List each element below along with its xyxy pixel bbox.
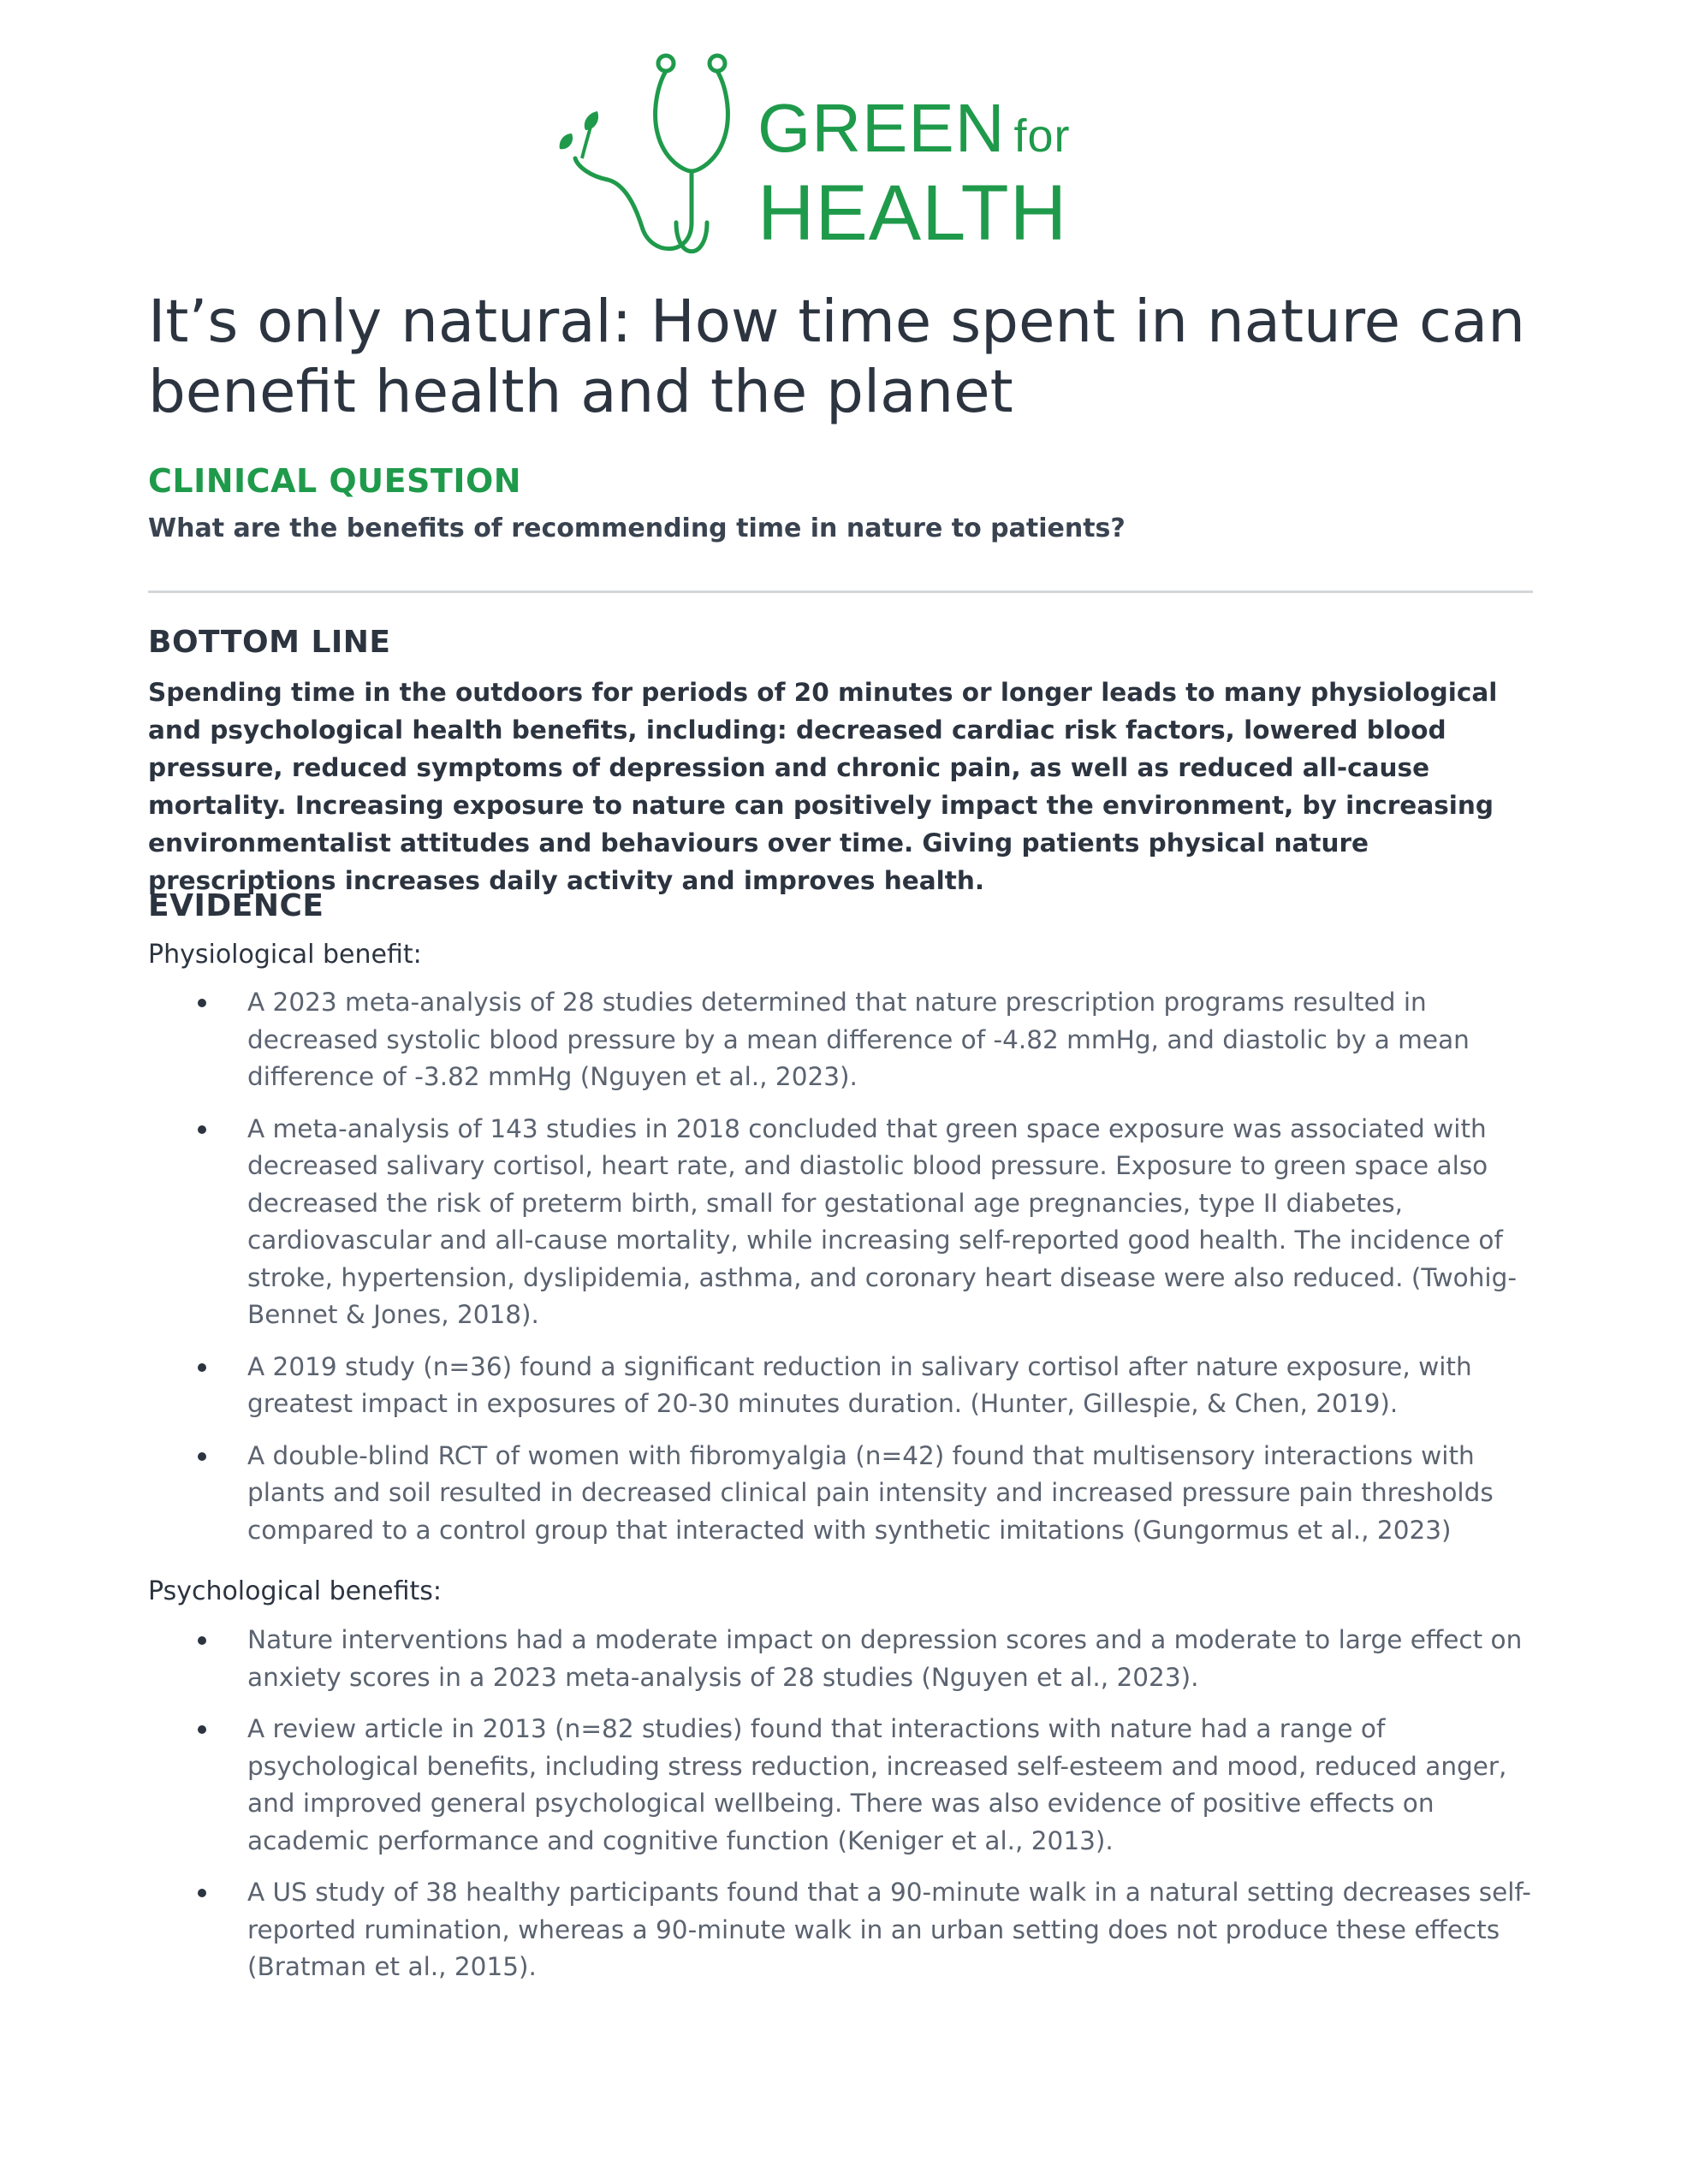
list-item [148, 1622, 1543, 1696]
green-for-health-logo [556, 51, 1071, 265]
logo-green-text: GREEN [757, 90, 1006, 166]
bullet-dot-icon [198, 1363, 206, 1372]
evidence-heading: EVIDENCE [148, 888, 324, 923]
bullet-dot-icon [198, 1636, 206, 1645]
list-item [148, 1349, 1543, 1423]
bullet-dot-icon [198, 1125, 206, 1134]
list-item-text: A double-blind RCT of women with fibromyalgia (n=42) found that multisensory interactions with plants and soil resulted in decreased clinical pain intensity and increased pressure pain thresholds compared to a control group that interacted with synthetic imitations (Gungormus et al., 2023) [247, 1440, 1494, 1545]
logo-wordmark [757, 90, 1071, 257]
list-item [148, 984, 1543, 1096]
list-item [148, 1111, 1543, 1334]
logo-for-text: for [1013, 110, 1071, 162]
list-item [148, 1874, 1543, 1986]
logo-health-text: HEALTH [757, 169, 1068, 257]
list-item-text: A 2019 study (n=36) found a significant reduction in salivary cortisol after nature exposure, with greatest impact in exposures of 20-30 minutes duration. (Hunter, Gillespie, & Chen, 2019). [247, 1351, 1472, 1418]
list-item-text: A US study of 38 healthy participants found that a 90-minute walk in a natural setting decreases self-reported rumination, whereas a 90-minute walk in an urban setting does not produce these effects (Bratman et al., 2015). [247, 1878, 1531, 1981]
list-item [148, 1438, 1543, 1550]
physiological-heading: Physiological benefit: [148, 940, 422, 970]
section-divider [148, 591, 1533, 593]
stethoscope-leaf-icon [556, 51, 762, 265]
clinical-question-text: What are the benefits of recommending time in nature to patients? [148, 513, 1126, 543]
list-item-text: A meta-analysis of 143 studies in 2018 concluded that green space exposure was associated with decreased salivary cortisol, heart rate, and diastolic blood pressure. Exposure to green space also decreased the risk of preterm birth, small for gestational age pregnancies, type II diabetes, cardiovascular and all-cause mortality, while increasing self-reported good health. The incidence of stroke, hypertension, dyslipidemia, asthma, and coronary heart disease were also reduced. (Twohig-Bennet & Jones, 2018). [247, 1113, 1517, 1329]
psychological-heading: Psychological benefits: [148, 1576, 442, 1606]
bullet-dot-icon [198, 1725, 206, 1734]
bottom-line-text: Spending time in the outdoors for periods of 20 minutes or longer leads to many physiological and psychological health benefits, including: decreased cardiac risk factors, lowered blood pressure, reduced symptoms of depression and chronic pain, as well as reduced all-cause mortality. Increasing exposure to nature can positively impact the environment, by increasing environmentalist attitudes and behaviours over time. Giving patients physical nature prescriptions increases daily activity and improves health. [148, 678, 1498, 895]
psychological-list [148, 1622, 1543, 2001]
bullet-dot-icon [198, 1452, 206, 1461]
bottom-line-heading: BOTTOM LINE [148, 625, 391, 660]
page-title: It’s only natural: How time spent in nature can benefit health and the planet [148, 288, 1525, 426]
bullet-dot-icon [198, 999, 206, 1007]
list-item [148, 1711, 1543, 1860]
list-item-text: A 2023 meta-analysis of 28 studies determined that nature prescription programs resulted in decreased systolic blood pressure by a mean difference of -4.82 mmHg, and diastolic by a mean difference of -3.82 mmHg (Nguyen et al., 2023). [247, 988, 1470, 1091]
clinical-question-heading: CLINICAL QUESTION [148, 462, 522, 500]
bullet-dot-icon [198, 1889, 206, 1897]
list-item-text: A review article in 2013 (n=82 studies) found that interactions with nature had a range of psychological benefits, including stress reduction, increased self-esteem and mood, reduced anger, and improved general psychological wellbeing. There was also evidence of positive effects on academic performance and cognitive function (Keniger et al., 2013). [247, 1714, 1507, 1855]
physiological-list [148, 984, 1543, 1564]
list-item-text: Nature interventions had a moderate impact on depression scores and a moderate to large effect on anxiety scores in a 2023 meta-analysis of 28 studies (Nguyen et al., 2023). [247, 1625, 1523, 1692]
